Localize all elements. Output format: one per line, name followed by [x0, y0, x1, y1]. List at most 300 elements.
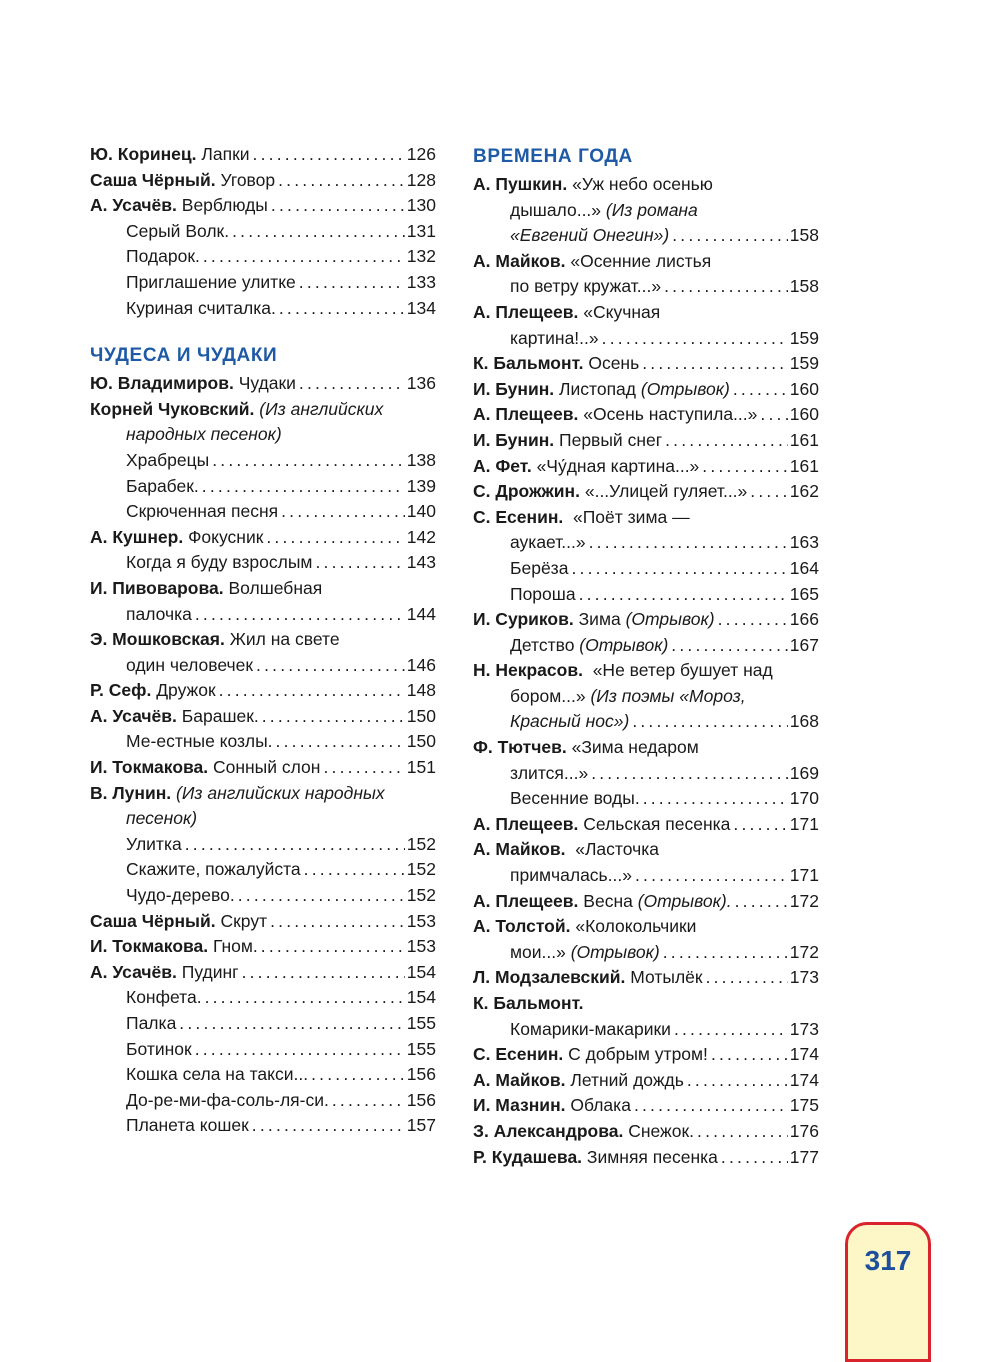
page-ref: 162: [789, 481, 819, 502]
dot-leader: [588, 761, 788, 787]
toc-entry-text: [473, 302, 660, 322]
toc-entry[interactable]: [473, 812, 819, 838]
page-ref: 170: [789, 788, 819, 809]
toc-entry[interactable]: [90, 525, 436, 551]
work-title: Сельская песенка: [578, 813, 731, 834]
dot-leader: [199, 474, 405, 500]
work-title: Барабек.: [126, 475, 199, 496]
toc-entry-text: [473, 889, 732, 915]
toc-entry[interactable]: [90, 678, 436, 704]
work-note: «Евгений Онегин»): [510, 225, 670, 246]
author-name: Ю. Владимиров.: [90, 373, 234, 394]
toc-entry[interactable]: [473, 837, 819, 863]
page-ref: 140: [406, 501, 436, 522]
toc-entry-text: [473, 633, 668, 659]
toc-entry-text: [473, 351, 639, 377]
page-ref: 155: [406, 1013, 436, 1033]
page-ref: 169: [789, 762, 819, 783]
toc-entry[interactable]: [473, 633, 819, 659]
toc-entry[interactable]: [473, 761, 819, 787]
page-ref: 156: [406, 1089, 436, 1110]
section-heading: ВРЕМЕНА ГОДА: [473, 146, 633, 167]
work-title: Сонный слон: [208, 757, 321, 778]
toc-entry[interactable]: [473, 786, 819, 812]
dot-leader: [209, 448, 405, 474]
toc-entry-text: [90, 525, 263, 551]
toc-entry-text: [90, 857, 301, 883]
toc-entry-text: [90, 474, 199, 500]
work-title: Верблюды: [176, 195, 268, 216]
toc-entry[interactable]: [473, 940, 819, 966]
page-ref: 167: [789, 634, 819, 655]
toc-entry[interactable]: [90, 1088, 436, 1114]
toc-entry[interactable]: [473, 479, 819, 505]
work-title: Приглашение улитке: [126, 271, 296, 292]
work-title: Уговор: [215, 169, 276, 190]
toc-entry[interactable]: [90, 448, 436, 474]
toc-entry[interactable]: [90, 729, 436, 755]
work-title: Куриная считалка.: [126, 297, 276, 318]
toc-entry[interactable]: [473, 198, 819, 224]
dot-leader: [671, 1017, 788, 1043]
dot-leader: [268, 193, 405, 219]
section-gap: [90, 321, 436, 341]
toc-entry-text: [90, 1062, 308, 1088]
toc-right-column: [473, 142, 819, 1170]
work-title: Чудаки: [233, 373, 296, 394]
toc-entry[interactable]: [473, 530, 819, 556]
toc-entry[interactable]: [90, 1011, 436, 1037]
author-name: Саша Чёрный.: [90, 910, 216, 931]
dot-leader: [182, 832, 405, 858]
page-ref: 172: [789, 890, 819, 911]
work-note: народных песенок): [126, 424, 282, 445]
author-name: А. Усачёв.: [90, 195, 177, 216]
toc-entry-text: [90, 193, 268, 219]
toc-entry[interactable]: [473, 428, 819, 454]
work-title: «Колокольчики: [570, 916, 697, 937]
toc-entry[interactable]: [90, 244, 436, 270]
toc-entry[interactable]: [90, 550, 436, 576]
toc-entry[interactable]: [90, 576, 436, 602]
toc-entry-text: [473, 174, 713, 194]
toc-entry-text: [473, 326, 599, 352]
toc-entry-text: [473, 940, 660, 966]
toc-entry-text: [90, 729, 273, 755]
author-name: А. Усачёв.: [90, 961, 177, 982]
toc-entry[interactable]: [90, 371, 436, 397]
toc-entry-text: [90, 168, 275, 194]
page-ref: 168: [789, 711, 819, 732]
author-name: К. Бальмонт.: [473, 353, 584, 374]
author-name: Корней Чуковский.: [90, 398, 255, 419]
toc-entry[interactable]: [473, 1119, 819, 1145]
dot-leader: [586, 530, 788, 556]
page-ref: 131: [406, 220, 436, 241]
work-title: Кошка села на такси...: [126, 1064, 309, 1085]
toc-entry[interactable]: [90, 270, 436, 296]
page-ref: 160: [789, 378, 819, 399]
work-note: (Из английских: [254, 398, 384, 419]
toc-entry[interactable]: [473, 505, 819, 531]
page-ref: 152: [406, 833, 436, 854]
author-name: Р. Сеф.: [90, 680, 152, 701]
work-note: (Из поэмы «Мороз,: [585, 685, 746, 706]
toc-entry-text: [473, 251, 711, 271]
page-ref: 164: [789, 557, 819, 578]
section-heading: ЧУДЕСА И ЧУДАКИ: [90, 345, 278, 367]
page-ref: 150: [406, 705, 436, 726]
author-name: И. Бунин.: [473, 429, 555, 450]
page-ref: 150: [406, 731, 436, 752]
toc-entry[interactable]: [473, 249, 819, 275]
toc-entry-text: [473, 556, 568, 582]
dot-leader: [276, 296, 405, 322]
dot-leader: [296, 371, 405, 397]
toc-entry[interactable]: [90, 1113, 436, 1139]
toc-entry[interactable]: [90, 1062, 436, 1088]
toc-entry-text: [90, 270, 296, 296]
work-title: Ме-естные козлы.: [126, 731, 273, 752]
page-ref: 152: [406, 859, 436, 880]
page-ref: 173: [789, 1018, 819, 1039]
toc-entry[interactable]: [90, 857, 436, 883]
toc-entry[interactable]: [90, 960, 436, 986]
toc-entry[interactable]: [90, 422, 436, 448]
toc-entry-text: [473, 761, 588, 787]
work-title: Барашек.: [176, 705, 259, 726]
toc-entry[interactable]: [90, 193, 436, 219]
page-ref: 177: [789, 1146, 819, 1167]
toc-entry-text: [90, 832, 182, 858]
toc-entry-text: [90, 629, 340, 649]
work-title: «Осень наступила...»: [578, 404, 758, 425]
toc-entry[interactable]: [473, 582, 819, 608]
toc-entry[interactable]: [90, 142, 436, 168]
dot-leader: [576, 582, 788, 608]
toc-entry-text: [473, 839, 659, 859]
author-name: А. Кушнер.: [90, 526, 184, 547]
toc-entry-text: [90, 371, 296, 397]
toc-entry[interactable]: [473, 658, 819, 684]
dot-leader: [249, 1113, 405, 1139]
toc-entry[interactable]: [473, 914, 819, 940]
toc-entry-text: [473, 863, 632, 889]
work-title: Скажите, пожалуйста: [126, 859, 301, 880]
dot-leader: [296, 270, 405, 296]
dot-leader: [629, 709, 787, 735]
toc-entry-text: [473, 223, 669, 249]
toc-entry-text: [90, 1037, 192, 1063]
work-title: Листопад: [554, 378, 636, 399]
author-name: Саша Чёрный.: [90, 169, 216, 190]
author-name: А. Пушкин.: [473, 174, 568, 194]
work-title: Облака: [565, 1095, 631, 1116]
toc-entry-text: [473, 428, 662, 454]
toc-entry[interactable]: [90, 704, 436, 730]
toc-entry-text: [473, 507, 690, 527]
page-number: 317: [864, 1245, 912, 1276]
work-title: мои...»: [510, 941, 566, 962]
work-title: аукает...»: [510, 532, 586, 553]
toc-entry-text: [90, 934, 258, 960]
work-title: Ботинок: [126, 1038, 192, 1059]
author-name: С. Есенин.: [473, 506, 564, 527]
page-ref: 146: [406, 654, 436, 675]
dot-leader: [320, 755, 404, 781]
dot-leader: [192, 602, 405, 628]
toc-entry-text: [473, 454, 699, 480]
author-name: З. Александрова.: [473, 1120, 624, 1141]
work-title: бором...»: [510, 685, 586, 706]
page-ref: 165: [789, 583, 819, 604]
dot-leader: [329, 1088, 405, 1114]
toc-entry-text: [473, 582, 576, 608]
work-title: «Осенние листья: [565, 250, 712, 271]
author-name: И. Суриков.: [473, 609, 574, 630]
toc-entry-text: [90, 602, 192, 628]
toc-entry[interactable]: [90, 832, 436, 858]
dot-leader: [730, 377, 788, 403]
toc-entry[interactable]: [473, 1017, 819, 1043]
dot-leader: [235, 883, 405, 909]
toc-entry[interactable]: [90, 755, 436, 781]
author-name: А. Майков.: [473, 1069, 566, 1090]
toc-entry[interactable]: [473, 709, 819, 735]
toc-entry[interactable]: [90, 934, 436, 960]
toc-entry[interactable]: [473, 1093, 819, 1119]
work-title: Серый Волк.: [126, 220, 230, 241]
work-title: Подарок.: [126, 246, 200, 267]
toc-entry[interactable]: [473, 377, 819, 403]
page-ref: 159: [789, 353, 819, 374]
work-title: Жил на свете: [224, 629, 340, 650]
work-note: (Из романа: [601, 199, 698, 220]
toc-entry[interactable]: [90, 806, 436, 832]
dot-leader: [639, 351, 788, 377]
toc-entry-text: [90, 783, 385, 803]
toc-entry[interactable]: [473, 223, 819, 249]
author-name: И. Мазнин.: [473, 1095, 566, 1116]
toc-entry[interactable]: [473, 991, 819, 1017]
toc-entry[interactable]: [473, 402, 819, 428]
work-title: «Ласточка: [565, 839, 659, 860]
toc-entry-text: [90, 578, 322, 598]
toc-entry[interactable]: [473, 1145, 819, 1171]
toc-entry-text: [473, 1145, 718, 1171]
toc-entry[interactable]: [90, 781, 436, 807]
work-title: Комарики-макарики: [510, 1018, 671, 1039]
author-name: А. Майков.: [473, 839, 566, 860]
toc-entry-text: [473, 1093, 631, 1119]
toc-entry[interactable]: [473, 454, 819, 480]
work-note: (Отрывок): [620, 609, 715, 630]
page-ref: 156: [406, 1064, 436, 1085]
work-title: С добрым утром!: [563, 1044, 708, 1065]
work-title: «...Улицей гуляет...»: [579, 481, 748, 502]
toc-entry[interactable]: [473, 300, 819, 326]
page-ref: 148: [406, 680, 436, 701]
toc-entry[interactable]: [473, 965, 819, 991]
dot-leader: [312, 550, 404, 576]
work-title: Лапки: [196, 144, 250, 164]
toc-entry[interactable]: [90, 168, 436, 194]
toc-entry-text: [473, 812, 730, 838]
toc-entry[interactable]: [473, 889, 819, 915]
dot-leader: [660, 940, 788, 966]
toc-entry[interactable]: [90, 627, 436, 653]
toc-entry[interactable]: [90, 909, 436, 935]
work-title: Первый снег: [554, 429, 663, 450]
toc-entry-text: [90, 960, 239, 986]
work-title: примчалась...»: [510, 865, 632, 886]
dot-leader: [668, 633, 788, 659]
toc-entry[interactable]: [90, 219, 436, 245]
toc-entry-text: [90, 399, 383, 419]
toc-entry[interactable]: [473, 351, 819, 377]
page-ref: 138: [406, 449, 436, 470]
work-title: злится...»: [510, 762, 589, 783]
dot-leader: [278, 499, 405, 525]
toc-left-column: [90, 142, 436, 1139]
page-ref: 142: [406, 526, 436, 547]
toc-entry[interactable]: [90, 602, 436, 628]
work-title: «Зима недаром: [566, 737, 699, 758]
toc-entry[interactable]: [90, 397, 436, 423]
toc-entry-text: [473, 200, 698, 220]
page-ref: 160: [789, 404, 819, 425]
work-title: один человечек: [126, 654, 254, 675]
toc-entry-text: [473, 786, 640, 812]
author-name: А. Плещеев.: [473, 813, 579, 834]
dot-leader: [192, 1037, 405, 1063]
work-note: песенок): [126, 808, 198, 829]
dot-leader: [308, 1062, 405, 1088]
work-title: Летний дождь: [565, 1069, 684, 1090]
work-title: Весенние воды.: [510, 788, 640, 809]
page-ref: 154: [406, 961, 436, 982]
dot-leader: [263, 525, 404, 551]
author-name: И. Токмакова.: [90, 757, 209, 778]
work-title: «Поёт зима —: [563, 506, 690, 527]
work-title: Волшебная: [223, 577, 323, 598]
toc-entry[interactable]: [473, 607, 819, 633]
toc-entry[interactable]: [473, 684, 819, 710]
toc-entry-text: [473, 274, 661, 300]
toc-entry-text: [90, 142, 250, 168]
page-ref: 154: [406, 987, 436, 1008]
page-ref: 144: [406, 603, 436, 624]
page-ref: 152: [406, 885, 436, 906]
page-ref: 163: [789, 532, 819, 553]
toc-entry-text: [90, 424, 282, 444]
dot-leader: [694, 1119, 788, 1145]
dot-leader: [229, 219, 405, 245]
toc-entry[interactable]: [473, 556, 819, 582]
work-note: (Отрывок): [636, 378, 730, 399]
toc-entry[interactable]: [473, 1042, 819, 1068]
work-title: Дружок: [151, 680, 216, 701]
work-title: по ветру кружат...»: [510, 276, 662, 297]
work-title: «Уж небо осенью: [567, 174, 713, 194]
work-title: дышало...»: [510, 199, 602, 220]
work-title: Снежок.: [623, 1120, 695, 1141]
toc-entry[interactable]: [473, 735, 819, 761]
toc-entry[interactable]: [90, 653, 436, 679]
page-ref: 151: [406, 757, 436, 778]
work-title: Пороша: [510, 583, 576, 604]
author-name: И. Токмакова.: [90, 936, 209, 957]
author-name: А. Толстой.: [473, 916, 571, 937]
dot-leader: [730, 812, 787, 838]
toc-entry[interactable]: [90, 883, 436, 909]
toc-entry-text: [473, 1042, 708, 1068]
toc-entry[interactable]: [90, 985, 436, 1011]
toc-entry[interactable]: [473, 1068, 819, 1094]
dot-leader: [258, 934, 405, 960]
work-title: «Чу́дная картина...»: [531, 455, 700, 476]
page-ref: 126: [406, 144, 436, 164]
work-title: До-ре-ми-фа-соль-ля-си.: [126, 1089, 329, 1110]
dot-leader: [718, 1145, 788, 1171]
author-name: Э. Мошковская.: [90, 629, 225, 650]
work-title: Планета кошек: [126, 1115, 249, 1136]
dot-leader: [631, 1093, 788, 1119]
work-title: Весна: [578, 890, 633, 911]
toc-entry[interactable]: [90, 1037, 436, 1063]
work-title: Гном.: [208, 936, 258, 957]
work-title: Зима: [573, 609, 621, 630]
work-title: Мотылёк: [625, 967, 703, 988]
toc-entry-text: [90, 653, 253, 679]
toc-entry[interactable]: [473, 863, 819, 889]
work-title: Детство: [510, 634, 575, 655]
author-name: Р. Кудашева.: [473, 1146, 583, 1167]
toc-entry-text: [473, 530, 586, 556]
dot-leader: [662, 428, 788, 454]
toc-entry[interactable]: [90, 474, 436, 500]
dot-leader: [176, 1011, 405, 1037]
author-name: А. Плещеев.: [473, 404, 579, 425]
page-ref: 172: [789, 941, 819, 962]
page-ref: 155: [406, 1038, 436, 1059]
toc-entry-text: [90, 1088, 329, 1114]
toc-entry[interactable]: [473, 274, 819, 300]
author-name: И. Бунин.: [473, 378, 555, 399]
toc-entry-text: [90, 755, 320, 781]
dot-leader: [250, 142, 405, 168]
page-ref: 130: [406, 195, 436, 216]
page-ref: 157: [406, 1115, 436, 1136]
work-title: «Не ветер бушует над: [582, 660, 773, 681]
page-ref: 136: [406, 373, 436, 394]
toc-entry[interactable]: [473, 172, 819, 198]
toc-entry[interactable]: [473, 326, 819, 352]
page-ref: 153: [406, 910, 436, 931]
author-name: Ф. Тютчев.: [473, 737, 567, 758]
toc-entry[interactable]: [90, 499, 436, 525]
work-note: (Отрывок).: [632, 890, 732, 911]
toc-entry[interactable]: [90, 296, 436, 322]
toc-entry-text: [90, 1113, 249, 1139]
work-title: Скрюченная песня: [126, 501, 279, 522]
author-name: А. Плещеев.: [473, 301, 579, 322]
toc-entry-text: [473, 377, 730, 403]
work-note: (Из английских народных: [171, 782, 385, 803]
page-ref: 176: [789, 1120, 819, 1141]
dot-leader: [669, 223, 788, 249]
page-ref: 159: [789, 327, 819, 348]
